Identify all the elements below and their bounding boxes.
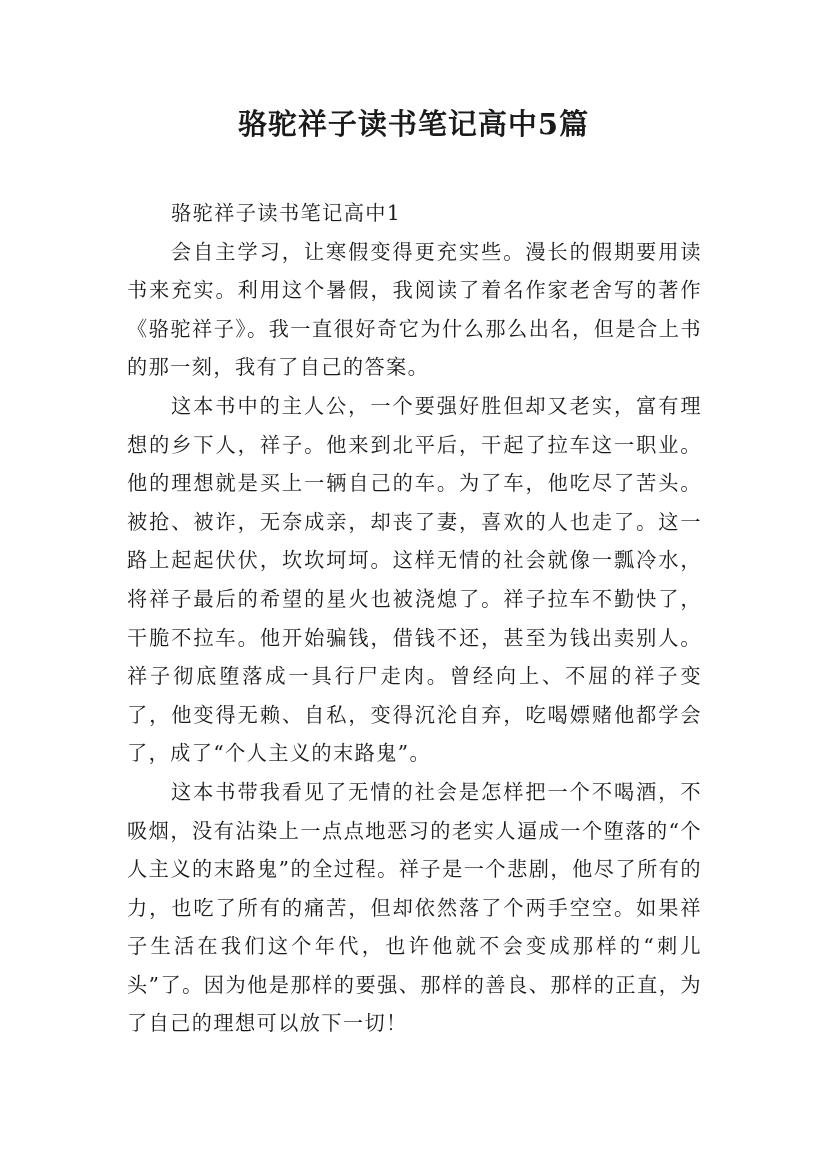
document-body [127, 194, 702, 1043]
paragraph: 这本书带我看见了无情的社会是怎样把一个不喝酒，不吸烟，没有沾染上一点点地恶习的老实人逼成一个堕落的“个人主义的末路鬼”的全过程。祥子是一个悲剧，他尽了所有的力，也吃了所有的痛苦，但却依然落了个两手空空。如果祥子生活在我们这个年代，也许他就不会变成那样的“刺儿头”了。因为他是那样的要强、那样的善良、那样的正直，为了自己的理想可以放下一切！ [127, 779, 702, 1036]
document-title: 骆驼祥子读书笔记高中5篇 [237, 107, 590, 141]
paragraph: 这本书中的主人公，一个要强好胜但却又老实，富有理想的乡下人，祥子。他来到北平后，干起了拉车这一职业。他的理想就是买上一辆自己的车。为了车，他吃尽了苦头。被抢、被诈，无奈成亲，却丧了妻，喜欢的人也走了。这一路上起起伏伏，坎坎坷坷。这样无情的社会就像一瓢冷水，将祥子最后的希望的星火也被浇熄了。祥子拉车不勤快了，干脆不拉车。他开始骗钱，借钱不还，甚至为钱出卖别人。祥子彻底堕落成一具行尸走肉。曾经向上、不屈的祥子变了，他变得无赖、自私，变得沉沦自弃，吃喝嫖赌他都学会了，成了“个人主义的末路鬼”。 [127, 393, 702, 766]
section-heading: 骆驼祥子读书笔记高中1 [171, 201, 402, 225]
paragraph: 会自主学习，让寒假变得更充实些。漫长的假期要用读书来充实。利用这个暑假，我阅读了着名作家老舍写的著作《骆驼祥子》。我一直很好奇它为什么那么出名，但是合上书的那一刻，我有了自己的答案。 [127, 239, 702, 380]
